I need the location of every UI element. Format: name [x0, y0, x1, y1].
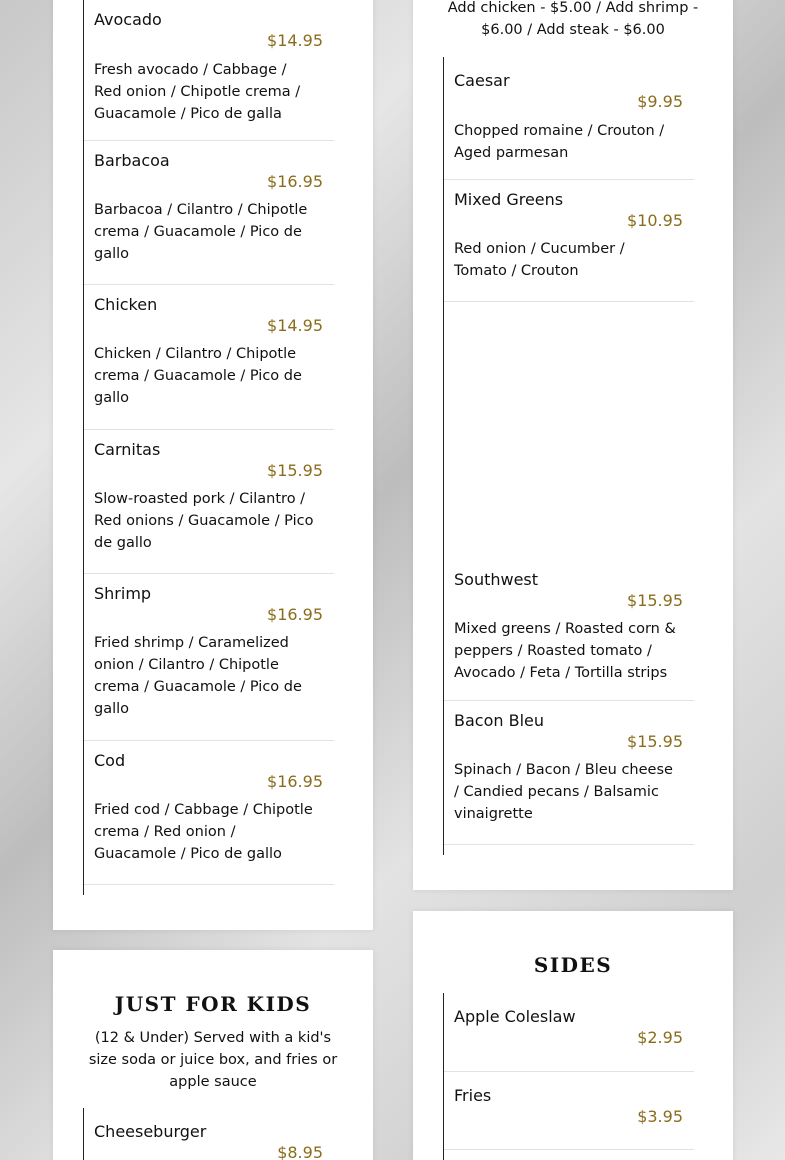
menu-item — [84, 0, 334, 141]
item-price: $16.95 — [267, 172, 323, 191]
item-price: $2.95 — [637, 1028, 683, 1047]
menu-item — [84, 1108, 334, 1160]
salads-add-on-note: Add chicken - $5.00 / Add shrimp - $6.00 / Add steak - $6.00 — [447, 0, 699, 38]
salads-item-list — [443, 57, 694, 855]
item-description: Fried shrimp / Caramelized onion / Cilantro / Chipotle crema / Guacamole / Pico de gallo — [94, 635, 302, 717]
item-name: Cheeseburger — [94, 1122, 207, 1141]
item-name: Apple Coleslaw — [454, 1007, 576, 1026]
item-price: $15.95 — [267, 461, 323, 480]
item-name: Chicken — [94, 295, 158, 314]
item-name: Southwest — [454, 570, 539, 589]
item-description: Mixed greens / Roasted corn & peppers / Roasted tomato / Avocado / Feta / Tortilla strips — [454, 621, 676, 681]
section-title: JUST FOR KIDS — [114, 992, 312, 1016]
kids-item-list — [83, 1108, 334, 1160]
menu-item — [444, 570, 694, 701]
menu-item — [84, 430, 334, 574]
item-price: $14.95 — [267, 316, 323, 335]
item-price: $8.95 — [277, 1143, 323, 1160]
menu-item — [84, 285, 334, 430]
item-name: Barbacoa — [94, 151, 170, 170]
item-name: Mixed Greens — [454, 190, 564, 209]
menu-item — [84, 741, 334, 885]
menu-item — [444, 1072, 694, 1150]
tacos-card — [53, 0, 373, 930]
kids-section-note: (12 & Under) Served with a kid's size soda or juice box, and fries or apple sauce — [88, 1030, 338, 1090]
item-name: Avocado — [94, 10, 162, 29]
sides-card — [413, 911, 733, 1160]
sides-item-list — [443, 993, 694, 1160]
item-price: $16.95 — [267, 772, 323, 791]
item-price: $3.95 — [637, 1107, 683, 1126]
menu-item — [84, 574, 334, 741]
item-price: $16.95 — [267, 605, 323, 624]
item-description: Chopped romaine / Crouton / Aged parmesan — [454, 123, 665, 161]
item-description: Red onion / Cucumber / Tomato / Crouton — [454, 241, 625, 279]
kids-card — [53, 950, 373, 1160]
item-name: Carnitas — [94, 440, 161, 459]
item-name: Shrimp — [94, 584, 152, 603]
item-price: $15.95 — [627, 591, 683, 610]
item-name: Cod — [94, 751, 126, 770]
item-price: $9.95 — [637, 92, 683, 111]
section-title: SIDES — [533, 953, 613, 977]
item-description: Fried cod / Cabbage / Chipotle crema / Red onion / Guacamole / Pico de gallo — [94, 802, 313, 862]
menu-item — [444, 993, 694, 1072]
item-description: Chicken / Cilantro / Chipotle crema / Guacamole / Pico de gallo — [94, 346, 302, 406]
menu-item — [444, 180, 694, 302]
item-description: Slow-roasted pork / Cilantro / Red onions / Guacamole / Pico de gallo — [94, 491, 314, 551]
item-description: Barbacoa / Cilantro / Chipotle crema / Guacamole / Pico de gallo — [94, 202, 308, 262]
item-description: Spinach / Bacon / Bleu cheese / Candied pecans / Balsamic vinaigrette — [454, 762, 673, 822]
menu-item — [444, 57, 694, 180]
item-price: $15.95 — [627, 732, 683, 751]
menu-item — [444, 701, 694, 845]
menu-item — [84, 141, 334, 285]
item-name: Bacon Bleu — [454, 711, 544, 730]
empty-spacer — [444, 302, 694, 570]
item-description: Fresh avocado / Cabbage / Red onion / Chipotle crema / Guacamole / Pico de galla — [94, 62, 301, 122]
salads-card — [413, 0, 733, 890]
item-price: $10.95 — [627, 211, 683, 230]
item-name: Fries — [454, 1086, 492, 1105]
tacos-item-list — [83, 0, 334, 895]
item-price: $14.95 — [267, 31, 323, 50]
item-name: Caesar — [454, 71, 510, 90]
